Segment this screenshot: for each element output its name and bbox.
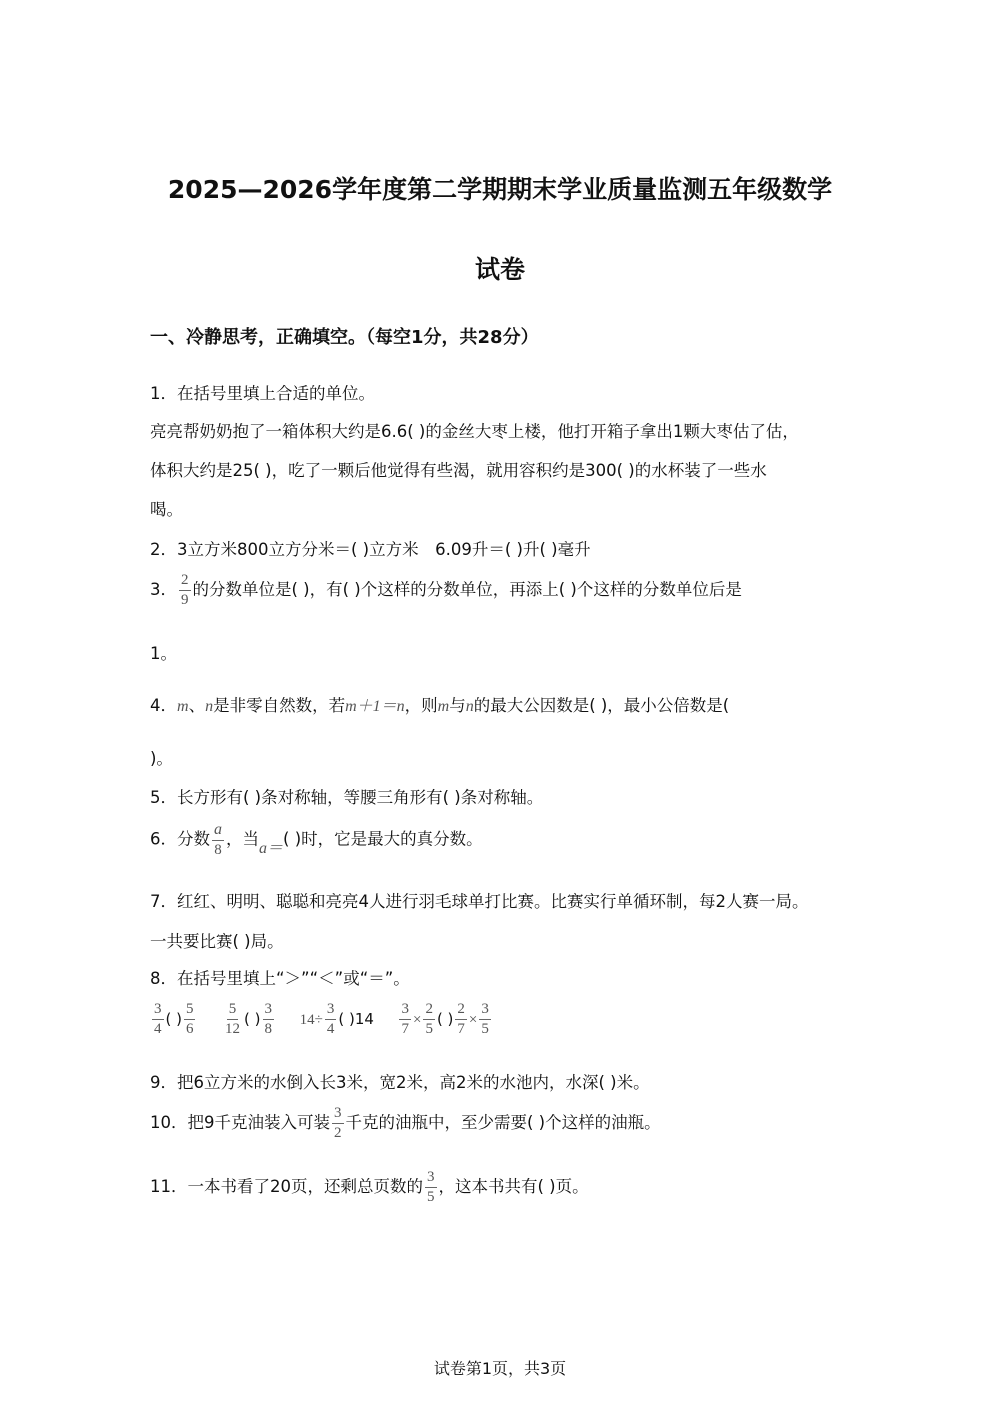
q4-mid: 是非零自然数，若 xyxy=(213,696,346,715)
q4-var-n: n xyxy=(205,698,214,715)
q8-times-1: × xyxy=(412,1012,422,1028)
q10-prefix: 10．把9千克油装入可装 xyxy=(150,1113,330,1132)
q8-frac-7-num: 2 xyxy=(423,1002,435,1020)
q4-equation: m＋1＝n xyxy=(345,698,405,715)
q8-frac-9-num: 3 xyxy=(479,1002,491,1020)
question-8-prompt: 8．在括号里填上“＞”“＜”或“＝”。 xyxy=(150,969,410,988)
q11-text: ，这本书共有( )页。 xyxy=(438,1177,589,1196)
q4-with: 与 xyxy=(449,696,466,715)
q8-frac-3 xyxy=(223,1002,242,1037)
q8-frac-1-num: 3 xyxy=(152,1002,164,1020)
q8-frac-6 xyxy=(399,1002,411,1037)
q8-frac-5 xyxy=(325,1002,337,1037)
question-7-line-a: 7．红红、明明、聪聪和亮亮4人进行羽毛球单打比赛。比赛实行单循环制，每2人赛一局。 xyxy=(150,892,809,911)
question-6 xyxy=(150,822,483,858)
q8-blank-4: ( ) xyxy=(436,1010,454,1028)
q4-var-n2: n xyxy=(465,698,474,715)
q4-mid2: ，则 xyxy=(404,696,438,715)
question-4-end: )。 xyxy=(150,749,173,768)
question-3 xyxy=(150,573,742,608)
page-footer: 试卷第1页，共3页 xyxy=(433,1359,567,1378)
q4-var-m: m xyxy=(177,698,189,715)
q3-fraction xyxy=(179,573,191,608)
q6-variable: a＝ xyxy=(259,839,284,857)
q8-frac-1 xyxy=(152,1002,164,1037)
question-11 xyxy=(150,1170,589,1205)
question-1-line-b: 亮亮帮奶奶抱了一箱体积大约是6.6( )的金丝大枣上楼，他打开箱子拿出1颗大枣估了估， xyxy=(150,422,799,441)
q6-numerator: a xyxy=(212,822,224,841)
question-9: 9．把6立方米的水倒入长3米，宽2米，高2米的水池内，水深( )米。 xyxy=(150,1073,650,1092)
q3-numerator: 2 xyxy=(179,573,191,591)
q10-fraction xyxy=(332,1106,344,1141)
q8-frac-2-den: 6 xyxy=(185,1021,194,1037)
q3-text: 的分数单位是( )，有( )个这样的分数单位，再添上( )个这样的分数单位后是 xyxy=(192,580,742,599)
q11-fraction xyxy=(425,1170,437,1205)
q8-frac-5-num: 3 xyxy=(325,1002,337,1020)
q11-denominator: 5 xyxy=(427,1189,435,1205)
question-7-line-b: 一共要比赛( )局。 xyxy=(150,932,284,951)
q8-frac-6-num: 3 xyxy=(399,1002,411,1020)
q8-frac-7-den: 5 xyxy=(425,1021,433,1037)
q8-blank-2: ( ) xyxy=(244,1010,261,1028)
question-10 xyxy=(150,1106,661,1141)
q10-numerator: 3 xyxy=(332,1106,344,1124)
q10-text: 千克的油瓶中，至少需要( )个这样的油瓶。 xyxy=(345,1113,661,1132)
q8-frac-8 xyxy=(455,1002,467,1037)
q8-frac-2-num: 5 xyxy=(184,1002,196,1020)
q8-frac-1-den: 4 xyxy=(154,1021,162,1037)
q6-prefix: 6．分数 xyxy=(150,829,210,849)
q8-blank-3: ( ) xyxy=(338,1010,355,1028)
q8-number-14b: 14 xyxy=(354,1010,374,1028)
page-title-line2: 试卷 xyxy=(474,255,525,284)
question-4 xyxy=(150,692,729,716)
section-heading: 一、冷静思考，正确填空。（每空1分，共28分） xyxy=(150,327,539,348)
q3-denominator: 9 xyxy=(181,592,189,608)
question-8-items xyxy=(150,1002,493,1037)
q8-frac-4-den: 8 xyxy=(264,1021,273,1037)
q8-frac-6-den: 7 xyxy=(401,1021,409,1037)
q6-denominator: 8 xyxy=(214,842,222,858)
q8-frac-5-den: 4 xyxy=(326,1021,335,1037)
q4-sep: 、 xyxy=(188,696,206,715)
q8-times-2: × xyxy=(468,1012,478,1028)
q8-frac-7 xyxy=(423,1002,435,1037)
q8-frac-3-den: 12 xyxy=(225,1021,241,1037)
question-5: 5．长方形有( )条对称轴，等腰三角形有( )条对称轴。 xyxy=(150,788,544,807)
page-title-line1: 2025—2026学年度第二学期期末学业质量监测五年级数学 xyxy=(167,175,833,204)
q8-frac-4 xyxy=(263,1002,275,1037)
q8-frac-3-num: 5 xyxy=(227,1002,239,1020)
q6-text: ( )时，它是最大的真分数。 xyxy=(283,829,483,849)
q8-frac-9-den: 5 xyxy=(481,1021,489,1037)
q8-divide: ÷ xyxy=(314,1012,323,1028)
q8-frac-8-num: 2 xyxy=(455,1002,467,1020)
q11-numerator: 3 xyxy=(425,1170,437,1188)
question-2: 2．3立方米800立方分米＝( )立方米 6.09升＝( )升( )毫升 xyxy=(150,540,591,559)
q8-frac-9 xyxy=(479,1002,491,1037)
q8-frac-4-num: 3 xyxy=(263,1002,275,1020)
q8-frac-2 xyxy=(184,1002,196,1037)
q4-text: 的最大公因数是( )，最小公倍数是( xyxy=(473,696,730,715)
q4-prefix: 4． xyxy=(150,696,177,715)
q3-prefix: 3． xyxy=(150,580,177,599)
question-1-prompt: 1．在括号里填上合适的单位。 xyxy=(150,384,375,403)
question-1-line-c: 体积大约是25( )，吃了一颗后他觉得有些渴，就用容积约是300( )的水杯装了一些水 xyxy=(150,461,767,480)
q10-denominator: 2 xyxy=(334,1125,342,1141)
question-3-end: 1。 xyxy=(150,644,177,663)
q8-blank-1: ( ) xyxy=(165,1010,182,1028)
question-1-line-d: 喝。 xyxy=(150,500,183,519)
q6-fraction xyxy=(212,822,224,858)
q4-var-m2: m xyxy=(437,698,450,715)
q8-frac-8-den: 7 xyxy=(457,1021,465,1037)
q6-mid: ，当 xyxy=(226,829,259,849)
q8-number-14a: 14 xyxy=(299,1012,315,1028)
q11-prefix: 11．一本书看了20页，还剩总页数的 xyxy=(150,1177,423,1196)
